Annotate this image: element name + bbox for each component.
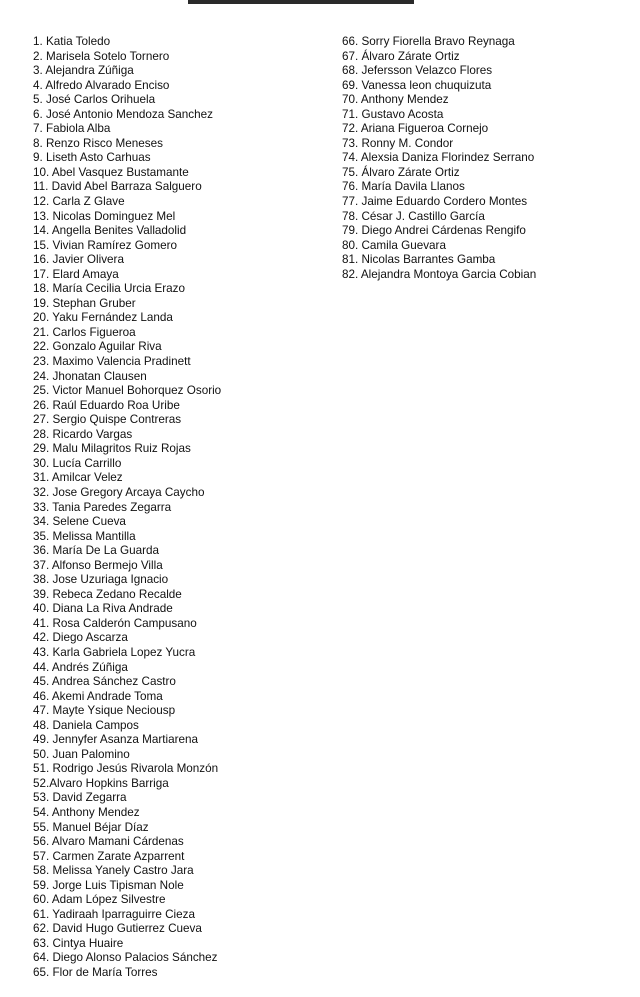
list-item: 61. Yadiraah Iparraguirre Cieza (33, 907, 195, 921)
list-item: 46. Akemi Andrade Toma (33, 689, 163, 703)
top-dark-bar (188, 0, 414, 4)
list-item: 80. Camila Guevara (342, 238, 446, 252)
list-item: 8. Renzo Risco Meneses (33, 136, 163, 150)
list-item: 67. Álvaro Zárate Ortiz (342, 49, 460, 63)
list-item: 36. María De La Guarda (33, 544, 160, 558)
names-list-left-column (33, 35, 221, 981)
list-item: 14. Angella Benites Valladolid (33, 224, 187, 238)
list-item: 76. María Davila Llanos (342, 180, 465, 194)
list-item: 50. Juan Palomino (33, 747, 130, 761)
list-item: 58. Melissa Yanely Castro Jara (33, 864, 194, 878)
list-item: 40. Diana La Riva Andrade (33, 602, 173, 616)
list-item: 55. Manuel Béjar Díaz (33, 820, 149, 834)
names-list-right-column (342, 35, 536, 282)
list-item: 38. Jose Uzuriaga Ignacio (33, 573, 169, 587)
list-item: 42. Diego Ascarza (33, 631, 128, 645)
list-item: 12. Carla Z Glave (33, 195, 125, 209)
list-item: 79. Diego Andrei Cárdenas Rengifo (342, 224, 526, 238)
list-item: 11. David Abel Barraza Salguero (33, 180, 202, 194)
list-item: 24. Jhonatan Clausen (33, 369, 147, 383)
list-item: 26. Raúl Eduardo Roa Uribe (33, 398, 180, 412)
list-item: 72. Ariana Figueroa Cornejo (342, 122, 489, 136)
list-item: 23. Maximo Valencia Pradinett (33, 355, 191, 369)
list-item: 2. Marisela Sotelo Tornero (33, 49, 170, 63)
list-item: 30. Lucía Carrillo (33, 456, 122, 470)
list-item: 20. Yaku Fernández Landa (33, 311, 173, 325)
list-item: 71. Gustavo Acosta (342, 107, 444, 121)
list-item: 68. Jefersson Velazco Flores (342, 64, 493, 78)
list-item: 82. Alejandra Montoya Garcia Cobian (342, 267, 537, 281)
list-item: 60. Adam López Silvestre (33, 893, 166, 907)
list-item: 63. Cintya Huaire (33, 936, 124, 950)
list-item: 75. Álvaro Zárate Ortiz (342, 165, 460, 179)
list-item: 18. María Cecilia Urcia Erazo (33, 282, 185, 296)
list-item: 17. Elard Amaya (33, 267, 119, 281)
list-item: 33. Tania Paredes Zegarra (33, 500, 172, 514)
list-item: 69. Vanessa leon chuquizuta (342, 78, 492, 92)
list-item: 73. Ronny M. Condor (342, 136, 454, 150)
list-item: 43. Karla Gabriela Lopez Yucra (33, 645, 196, 659)
list-item: 21. Carlos Figueroa (33, 325, 136, 339)
list-item: 28. Ricardo Vargas (33, 427, 133, 441)
list-item: 32. Jose Gregory Arcaya Caycho (33, 485, 205, 499)
list-item: 57. Carmen Zarate Azparrent (33, 849, 185, 863)
list-item: 49. Jennyfer Asanza Martiarena (33, 733, 199, 747)
list-item: 41. Rosa Calderón Campusano (33, 616, 197, 630)
list-item: 35. Melissa Mantilla (33, 529, 136, 543)
list-item: 52.Alvaro Hopkins Barriga (33, 776, 169, 790)
list-item: 1. Katia Toledo (33, 35, 111, 48)
list-item: 31. Amilcar Velez (33, 471, 123, 485)
list-item: 6. José Antonio Mendoza Sanchez (33, 107, 213, 121)
list-item: 13. Nicolas Dominguez Mel (33, 209, 176, 223)
list-item: 45. Andrea Sánchez Castro (33, 675, 176, 689)
list-item: 10. Abel Vasquez Bustamante (33, 165, 189, 179)
list-item: 25. Victor Manuel Bohorquez Osorio (33, 384, 222, 398)
list-item: 62. David Hugo Gutierrez Cueva (33, 922, 202, 936)
list-item: 37. Alfonso Bermejo Villa (33, 558, 163, 572)
list-item: 39. Rebeca Zedano Recalde (33, 587, 182, 601)
list-item: 51. Rodrigo Jesús Rivarola Monzón (33, 762, 219, 776)
list-item: 53. David Zegarra (33, 791, 127, 805)
list-item: 44. Andrés Zúñiga (33, 660, 128, 674)
list-item: 74. Alexsia Daniza Florindez Serrano (342, 151, 535, 165)
list-item: 54. Anthony Mendez (33, 805, 140, 819)
list-item: 4. Alfredo Alvarado Enciso (33, 78, 170, 92)
list-item: 66. Sorry Fiorella Bravo Reynaga (342, 35, 515, 48)
list-item: 27. Sergio Quispe Contreras (33, 413, 182, 427)
list-item: 47. Mayte Ysique Neciousp (33, 704, 176, 718)
list-item: 29. Malu Milagritos Ruiz Rojas (33, 442, 191, 456)
list-item: 9. Liseth Asto Carhuas (33, 151, 151, 165)
list-item: 34. Selene Cueva (33, 515, 126, 529)
list-item: 70. Anthony Mendez (342, 93, 449, 107)
list-item: 15. Vivian Ramírez Gomero (33, 238, 177, 252)
list-item: 5. José Carlos Orihuela (33, 93, 156, 107)
list-item: 22. Gonzalo Aguilar Riva (33, 340, 162, 354)
list-item: 64. Diego Alonso Palacios Sánchez (33, 951, 218, 965)
list-item: 19. Stephan Gruber (33, 296, 136, 310)
list-item: 48. Daniela Campos (33, 718, 139, 732)
list-item: 16. Javier Olivera (33, 253, 124, 267)
list-item: 81. Nicolas Barrantes Gamba (342, 253, 496, 267)
list-item: 56. Alvaro Mamani Cárdenas (33, 835, 184, 849)
list-item: 59. Jorge Luis Tipisman Nole (33, 878, 184, 892)
list-item: 3. Alejandra Zúñiga (33, 64, 134, 78)
list-item: 65. Flor de María Torres (33, 966, 158, 979)
list-item: 78. César J. Castillo García (342, 209, 485, 223)
list-item: 77. Jaime Eduardo Cordero Montes (342, 195, 528, 209)
list-item: 7. Fabiola Alba (33, 122, 111, 136)
